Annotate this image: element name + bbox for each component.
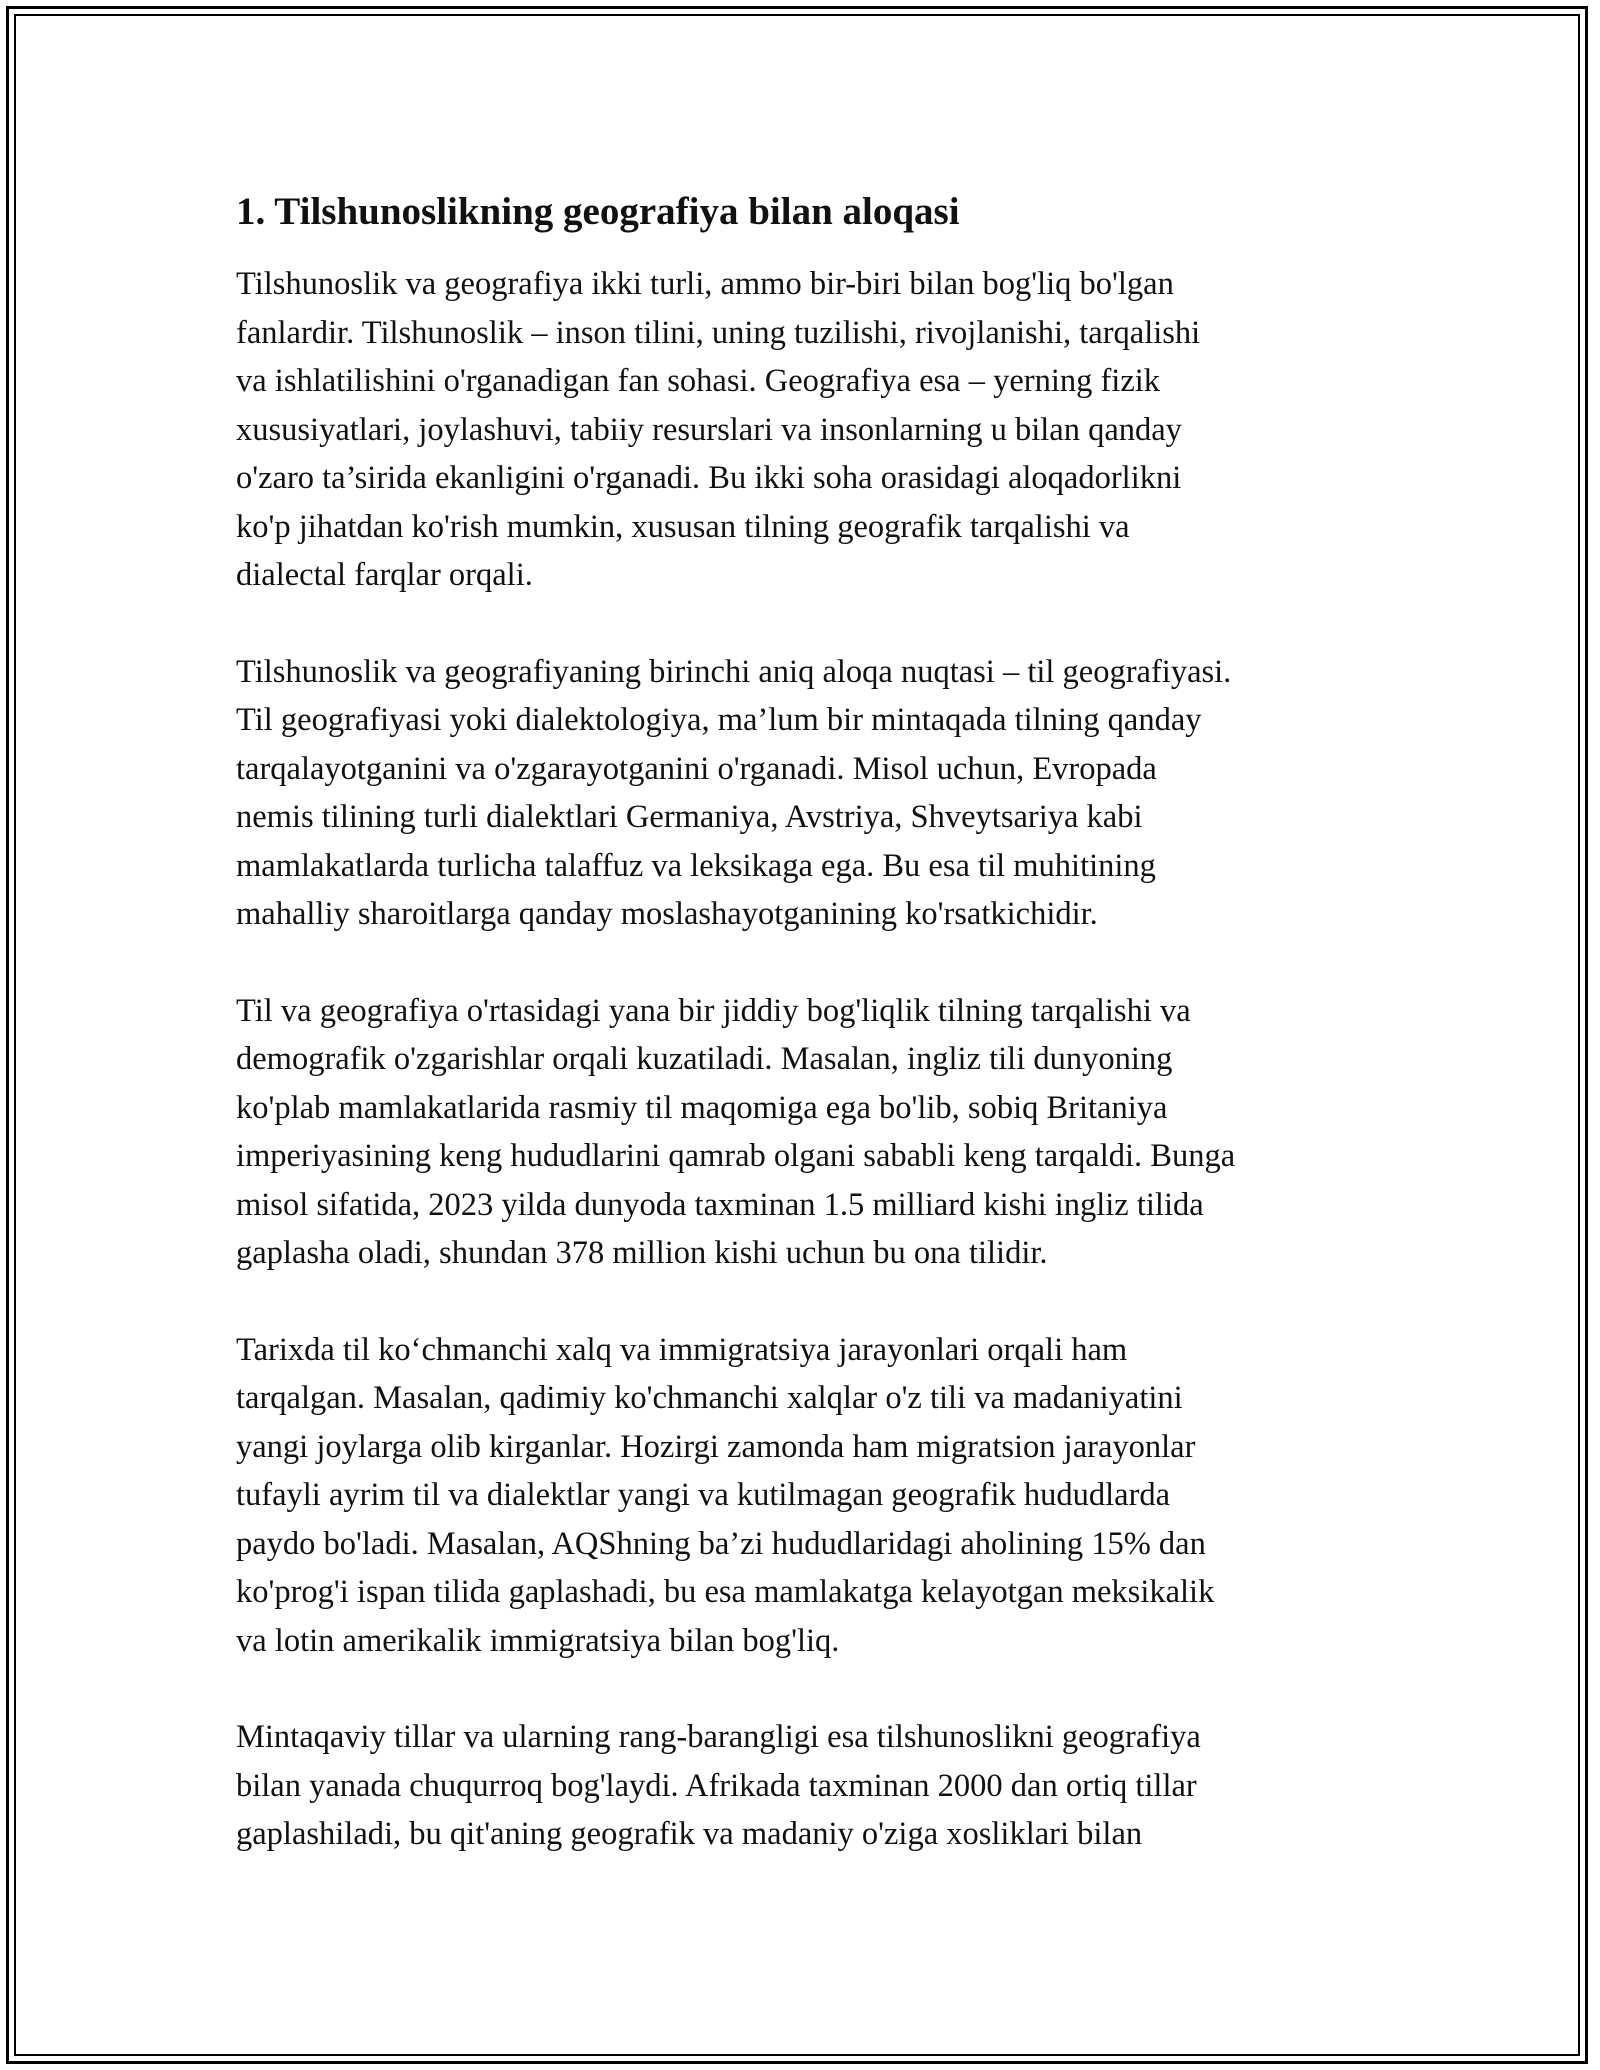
text-line: fanlardir. Tilshunoslik – inson tilini, uning tuzilishi, rivojlanishi, tarqalishi [236,314,1201,351]
text-line: xususiyatlari, joylashuvi, tabiiy resurslari va insonlarning u bilan qanday [236,411,1182,448]
text-line: va lotin amerikalik immigratsiya bilan bog'liq. [236,1622,840,1659]
document-body [236,184,1406,1907]
text-line: ko'prog'i ispan tilida gaplashadi, bu esa mamlakatga kelayotgan meksikalik [236,1574,1215,1610]
paragraph-1 [236,260,1406,600]
text-line: Tilshunoslik va geografiya ikki turli, ammo bir-biri bilan bog'liq bo'lgan [236,266,1174,302]
text-line: mahalliy sharoitlarga qanday moslashayotganining ko'rsatkichidir. [236,896,1098,932]
text-line: tarqalayotganini va o'zgarayotganini o'rganadi. Misol uchun, Evropada [236,750,1157,787]
text-line: misol sifatida, 2023 yilda dunyoda taxminan 1.5 milliard kishi ingliz tilida [236,1186,1204,1223]
text-line: Tarixda til ko‘chmanchi xalq va immigratsiya jarayonlari orqali ham [236,1331,1128,1368]
text-line: mamlakatlarda turlicha talaffuz va leksikaga ega. Bu esa til muhitining [236,847,1156,884]
text-line: imperiyasining keng hududlarini qamrab olgani sababli keng tarqaldi. Bunga [236,1138,1236,1174]
text-line: ko'p jihatdan ko'rish mumkin, xususan tilning geografik tarqalishi va [236,508,1130,545]
paragraph-4 [236,1326,1406,1666]
text-line: ko'plab mamlakatlarida rasmiy til maqomiga ega bo'lib, sobiq Britaniya [236,1089,1168,1126]
section-heading: 1. Tilshunoslikning geografiya bilan aloqasi [236,190,960,233]
text-line: nemis tilining turli dialektlari Germaniya, Avstriya, Shveytsariya kabi [236,799,1143,835]
text-line: tarqalgan. Masalan, qadimiy ko'chmanchi xalqlar o'z tili va madaniyatini [236,1380,1183,1416]
text-line: o'zaro ta’sirida ekanligini o'rganadi. Bu ikki soha orasidagi aloqadorlikni [236,460,1182,496]
paragraph-3 [236,987,1406,1278]
text-line: dialectal farqlar orqali. [236,557,533,593]
paragraph-2 [236,648,1406,939]
text-line: paydo bo'ladi. Masalan, AQShning ba’zi hududlaridagi aholining 15% dan [236,1525,1206,1562]
text-line: gaplasha oladi, shundan 378 million kishi uchun bu ona tilidir. [236,1235,1048,1271]
paragraph-5 [236,1713,1406,1859]
text-line: demografik o'zgarishlar orqali kuzatiladi. Masalan, ingliz tili dunyoning [236,1041,1173,1077]
text-line: Til va geografiya o'rtasidagi yana bir jiddiy bog'liqlik tilning tarqalishi va [236,992,1191,1029]
text-line: tufayli ayrim til va dialektlar yangi va kutilmagan geografik hududlarda [236,1477,1171,1513]
text-line: gaplashiladi, bu qit'aning geografik va madaniy o'ziga xosliklari bilan [236,1816,1143,1852]
text-line: yangi joylarga olib kirganlar. Hozirgi zamonda ham migratsion jarayonlar [236,1428,1196,1465]
text-line: va ishlatilishini o'rganadigan fan sohasi. Geografiya esa – yerning fizik [236,363,1161,399]
text-line: Tilshunoslik va geografiyaning birinchi aniq aloqa nuqtasi – til geografiyasi. [236,653,1232,690]
text-line: Mintaqaviy tillar va ularning rang-barangligi esa tilshunoslikni geografiya [236,1719,1201,1755]
text-line: bilan yanada chuqurroq bog'laydi. Afrikada taxminan 2000 dan ortiq tillar [236,1767,1197,1804]
text-line: Til geografiyasi yoki dialektologiya, ma’lum bir mintaqada tilning qanday [236,702,1202,738]
